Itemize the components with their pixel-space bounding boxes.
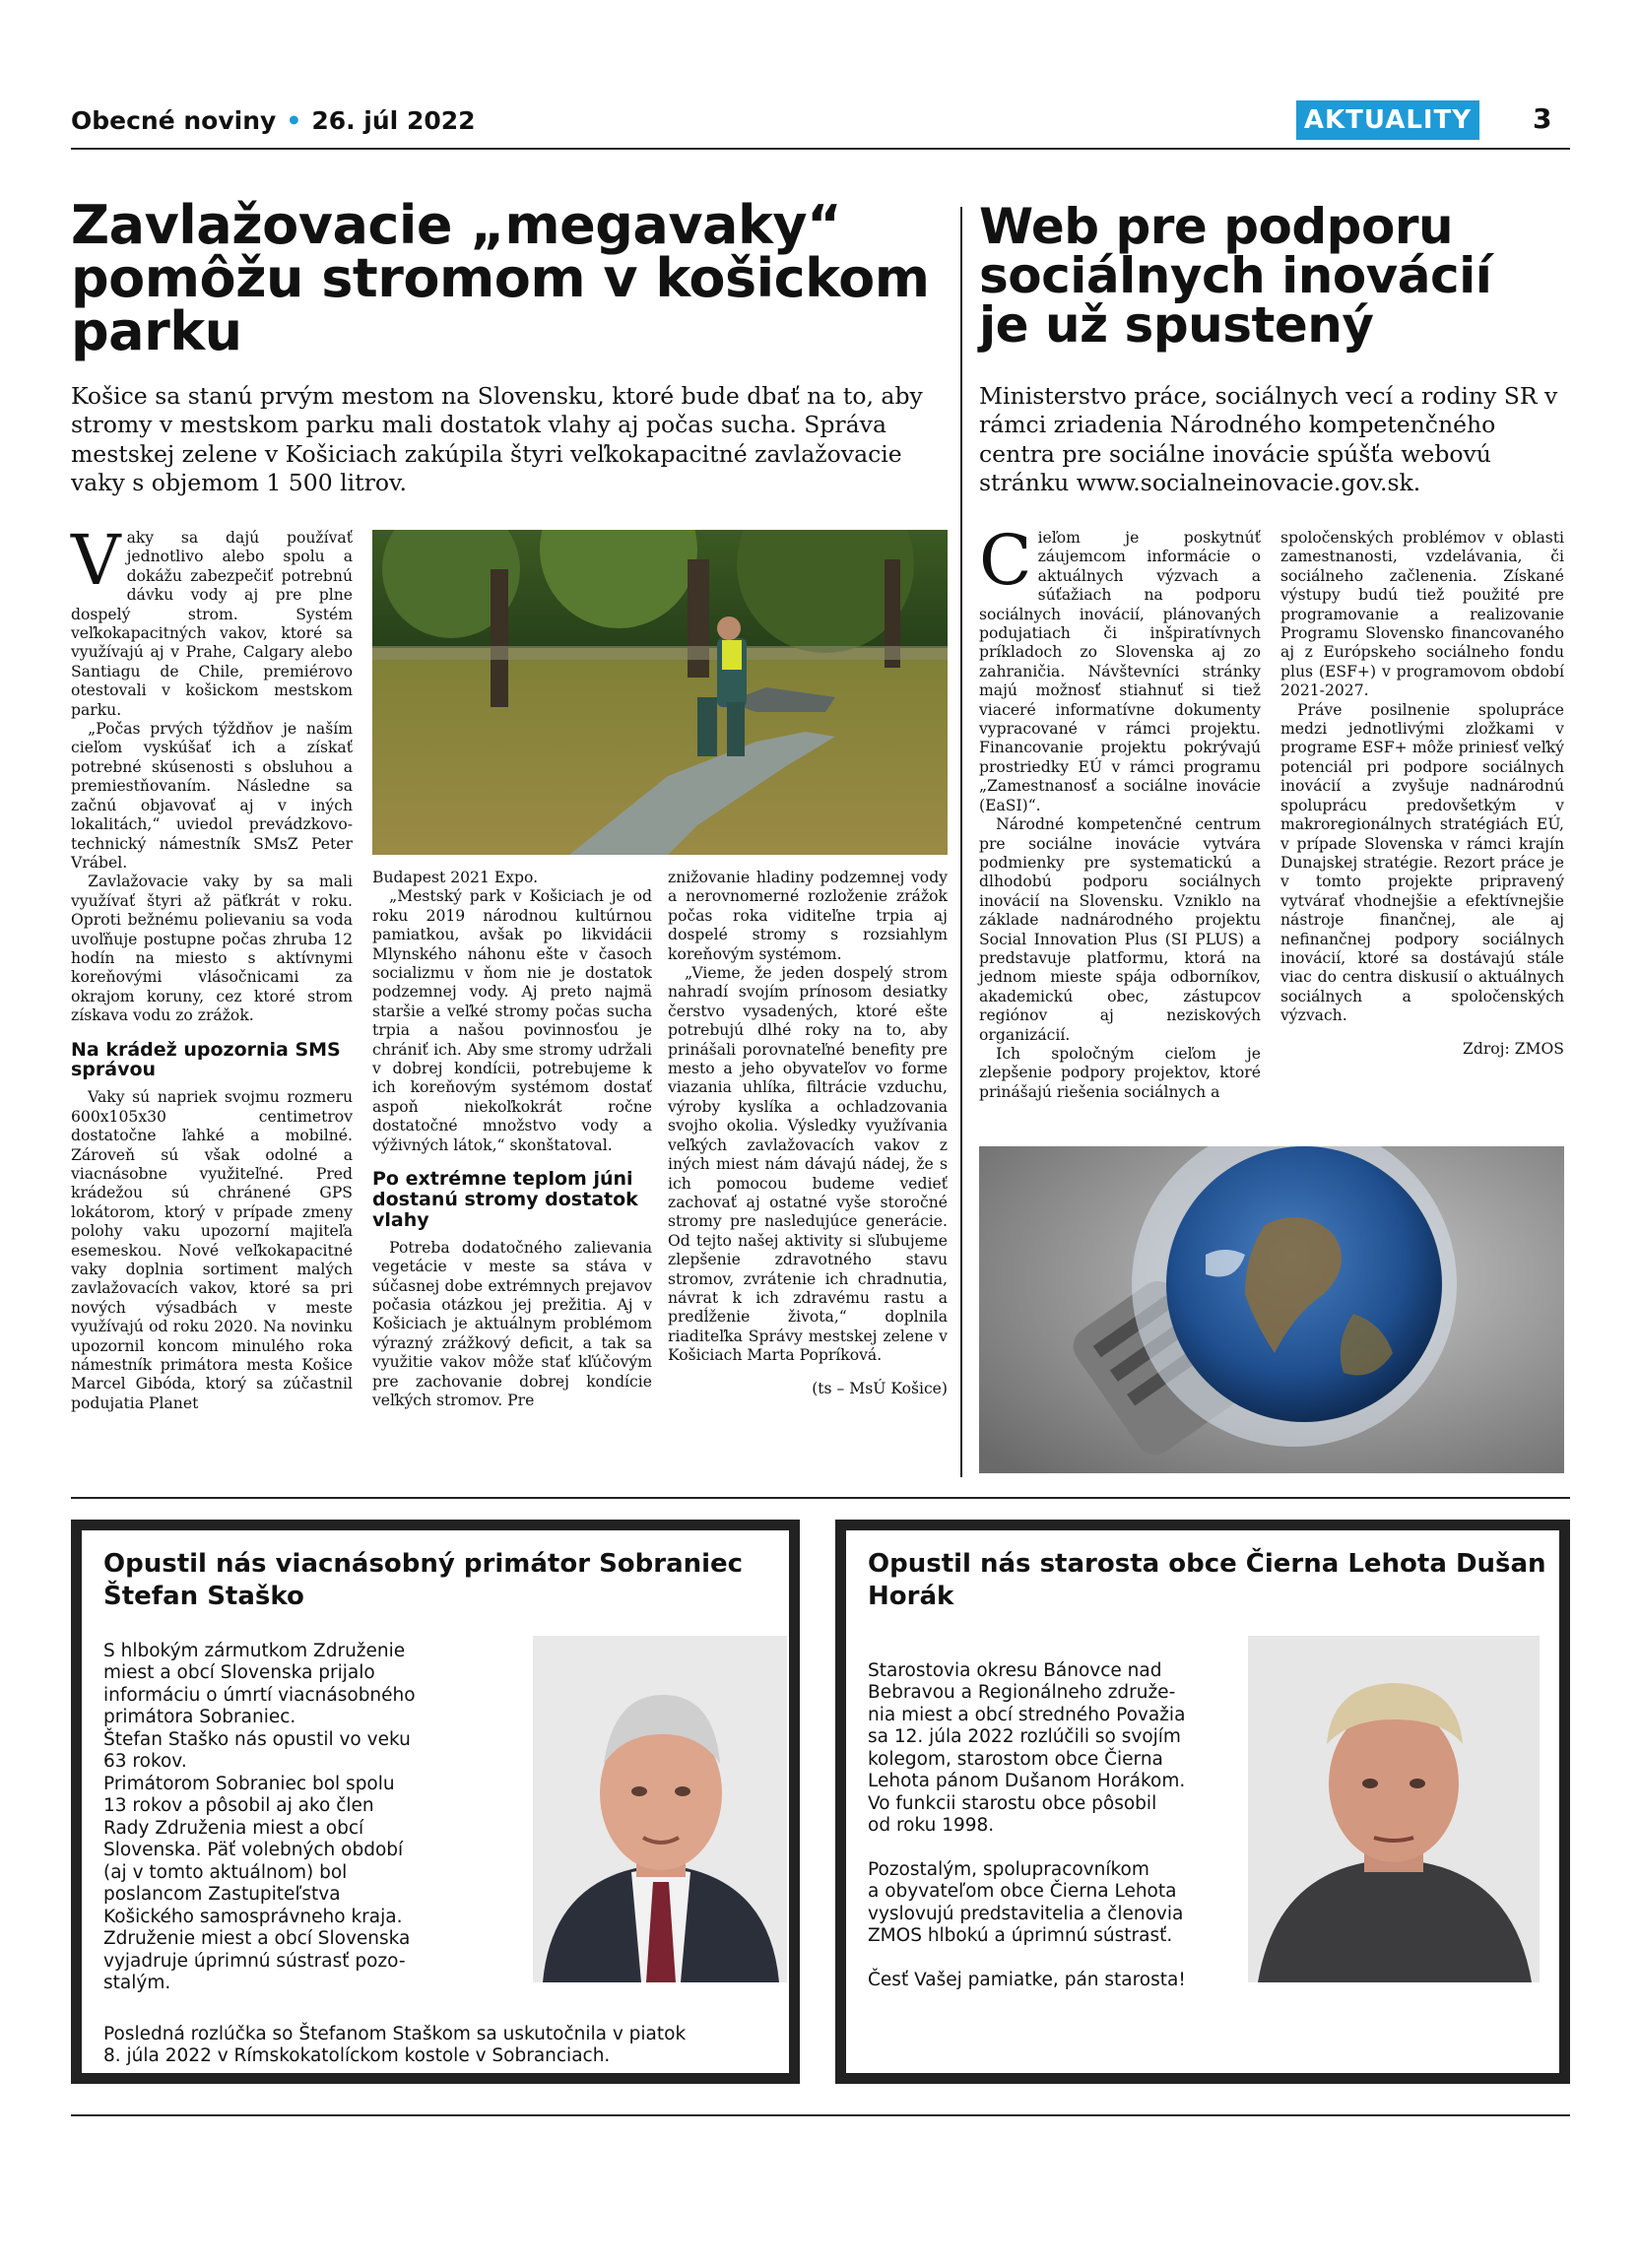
paragraph: spoločenských problémov v oblasti zamestnanosti, vzdelávania, či sociálneho začlenenia. Získané výstupy budú tiež použité pre programovanie a realizovanie Programu Slovensko financovaného aj z Európskeho sociálneho fondu plus (ESF+) v programovom období 2021-2027. — [1280, 529, 1564, 700]
paragraph: Práve posilnenie spolupráce medzi jednotlivými zložkami v programe ESF+ môže priniesť veľký potenciál pri podpore sociálnych inovácií a zvyšuje nadnárodnú spoluprácu predovšetkým v makroregionálnych stratégiách EÚ, v prípade Slovenska v rámci krajín Dunajskej stratégie. Rezort práce je v tomto projekte pripravený vytvárať vhodnejšie a efektívnejšie nástroje finančnej, ale aj nefinančnej podpory sociálnych inovácií, ktoré sa dostávajú stále viac do centra diskusií o aktuálnych sociálnych a spoločenských výzvach. — [1280, 700, 1564, 1025]
portrait-photo-stasko — [533, 1636, 787, 1982]
bullet-separator: • — [286, 106, 302, 135]
paragraph: Cieľom je poskytnúť záujemcom informácie o aktuálnych výzvach a súťažiach na podporu sociálnych inovácií, plánovaných podujatiach či inšpiratívnych príkladoch zo Slovenska aj zo zahraničia. Návštevníci stránky majú možnosť stiahnuť si tiež viaceré informatívne dokumenty vypracované v rámci projektu. Financovanie projektu pokrývajú prostriedky EÚ v rámci programu „Zamestnanosť a sociálne inovácie (EaSI)“. — [979, 520, 1261, 814]
obituary-farewell-text: Posledná rozlúčka so Štefanom Staškom sa uskutočnila v piatok 8. júla 2022 v Rímskokatolíckom kostole v Sobranciach. — [103, 2024, 687, 2067]
drop-cap: V — [71, 520, 121, 601]
obituary-title: Opustil nás viacnásobný primátor Sobraniec Štefan Staško — [103, 1549, 744, 1612]
subheading: Na krádež upozornia SMS správou — [71, 1038, 341, 1081]
paragraph: „Vieme, že jeden dospelý strom nahradí svojím prínosom desiatky čerstvo vysadených, ktoré ešte potrebujú dlhé roky na to, aby prinášali porovnateľné benefity pre mesto a jeho obyvateľov vo forme viazania uhlíka, filtrácie vzduchu, výroby kyslíka a ochladzovania svojho okolia. Výsledky využívania veľkých zavlažovacích vakov z iných miest nám dávajú nádej, že s ich pomocou budeme vedieť zachovať aj ostatné vyše storočné stromy pre nasledujúce generácie. Od tejto našej aktivity si sľubujeme zlepšenie zdravotného stavu stromov, zvrátenie ich chradnutia, návrat k ich zdravému rastu a predĺženie života,“ doplnila riaditeľka Správy mestskej zelene v Košiciach Marta Popríková. — [668, 964, 948, 1365]
paragraph: znižovanie hladiny podzemnej vody a nerovnomerné rozloženie zrážok počas roka viditeľne trpia aj dospelé stromy s rozsiahlym koreňovým systémom. — [668, 869, 948, 963]
obituary-text: S hlbokým zármutkom Združenie miest a obcí Slovenska prijalo informáciu o úmrtí viacnásobného primátora Sobraniec. Štefan Staško nás opustil vo veku 63 rokov. Primátorom Sobraniec bol spolu 13 rokov a pôsobil aj ako člen Rady Združenia miest a obcí Slovenska. Päť volebných období (aj v tomto aktuálnom) bol poslancom Zastupiteľstva Košického samosprávneho kraja. Združenie miest a obcí Slovenska vyjadruje úprimnú sústrasť pozo- stalým. — [103, 1641, 416, 1994]
footer-rule — [71, 2114, 1570, 2116]
article-left-column-3 — [668, 869, 948, 1398]
section-label: AKTUALITY — [1296, 100, 1479, 140]
paragraph: Vaky sa dajú používať jednotlivo alebo spolu a dokážu zabezpečiť potrebnú dávku vody aj pre plne dospelý strom. Systém veľkokapacitných vakov, ktoré sa využívajú aj v Prahe, Calgary alebo Santiagu de Chile, premiérovo otestovali v košickom mestskom parku. — [71, 520, 353, 719]
obituary-title: Opustil nás starosta obce Čierna Lehota Dušan Horák — [868, 1549, 1546, 1612]
obituary-box-left — [71, 1520, 800, 2084]
paragraph: Národné kompetenčné centrum pre sociálne inovácie vytvára podmienky pre systematickú a dlhodobú podporu sociálnych inovácií na Slovensku. Vzniklo na základe nadnárodného projektu Social Innovation Plus (SI PLUS) a predstavuje platformu, ktorá na jednom mieste spája odborníkov, akademickú obec, zástupcov regiónov aj neziskových organizácií. — [979, 815, 1261, 1044]
globe-lightbulb-photo — [979, 1146, 1564, 1473]
article-left-column-2 — [372, 869, 652, 1410]
paragraph: Potreba dodatočného zalievania vegetácie v meste sa stáva v súčasnej dobe extrémnych prejavov počasia otázkou jej prežitia. Aj v Košiciach je aktuálnym problémom výrazný zrážkový deficit, a tak sa využitie vakov môže stať kľúčovým pre zachovanie dobrej kondície veľkých stromov. Pre — [372, 1238, 652, 1410]
paragraph: „Mestský park v Košiciach je od roku 2019 národnou kultúrnou pamiatkou, avšak po likvidácii Mlynského náhonu ešte v časoch socializmu v ňom nie je dostatok podzemnej vody. Aj preto najmä staršie a veľké stromy počas sucha trpia a našou povinnosťou je chrániť ich. Aby sme stromy udržali v dobrej kondícii, potrebujeme k ich koreňovým systémom dostať aspoň niekoľkokrát ročne dostatočné množstvo vody a výživných látok,“ skonštatoval. — [372, 887, 652, 1154]
article-headline-left: Zavlažovacie „megavaky“ pomôžu stromom v košickom parku — [71, 194, 930, 362]
obituary-closing: Česť Vašej pamiatke, pán starosta! — [868, 1969, 1186, 1990]
publication-name: Obecné noviny — [71, 106, 277, 135]
source-credit: (ts – MsÚ Košice) — [812, 1379, 948, 1397]
portrait-photo-horak — [1248, 1636, 1540, 1982]
article-right-column-2 — [1280, 529, 1564, 1059]
masthead-line — [71, 106, 476, 135]
subheading: Po extrémne teplom júni dostanú stromy dostatok vlahy — [372, 1168, 638, 1231]
header-rule — [71, 148, 1570, 150]
drop-cap: C — [979, 520, 1032, 601]
issue-date: 26. júl 2022 — [311, 106, 476, 135]
obituary-text: Starostovia okresu Bánovce nad Bebravou a Regionálneho združe- nia miest a obcí stredného Považia sa 12. júla 2022 rozlúčili so svojím kolegom, starostom obce Čierna Lehota pánom Dušanom Horákom. Vo funkcii starostu obce pôsobil od roku 1998. Pozostalým, spolupracovníkom a obyvateľom obce Čierna Lehota vyslovujú predstavitelia a členovia ZMOS hlbokú a úprimnú sústrasť. Česť Vašej pamiatke, pán starosta! — [868, 1660, 1252, 1991]
page-number: 3 — [1533, 102, 1552, 135]
column-divider — [960, 207, 962, 1477]
park-irrigation-photo — [372, 530, 948, 855]
paragraph: Vaky sú napriek svojmu rozmeru 600x105x30 centimetrov dostatočne ľahké a mobilné. Zároveň sú však odolné a viacnásobne využiteľné. Pred krádežou sú chránené GPS lokátorom, ktorý v prípade zmeny polohy vaku upozorní majiteľa esemeskou. Nové veľkokapacitné vaky doplnia sortiment malých zavlažovacích vakov, ktoré sa pri nových výsadbách v meste využívajú od roku 2020. Na novinku upozornil koncom minulého roka námestník primátora mesta Košice Marcel Gibóda, ktorý sa zúčastnil podujatia Planet — [71, 1088, 353, 1412]
article-left-column-1 — [71, 520, 353, 1413]
article-right-column-1 — [979, 520, 1261, 1102]
article-lead-left: Košice sa stanú prvým mestom na Slovensku, ktoré bude dbať na to, aby stromy v mestskom parku mali dostatok vlahy aj počas sucha. Správa mestskej zelene v Košiciach zakúpila štyri veľkokapacitné zavlažovacie vaky s objemom 1 500 litrov. — [71, 382, 923, 497]
paragraph: Budapest 2021 Expo. — [372, 869, 539, 886]
paragraph: Ich spoločným cieľom je zlepšenie podpory projektov, ktoré prinášajú riešenia sociálnych a — [979, 1044, 1261, 1101]
obituary-box-right — [835, 1520, 1570, 2084]
article-lead-right: Ministerstvo práce, sociálnych vecí a rodiny SR v rámci zriadenia Národného kompetenčného centra pre sociálne inovácie spúšťa webovú stránku www.socialneinovacie.gov.sk. — [979, 382, 1558, 497]
source-credit: Zdroj: ZMOS — [1463, 1039, 1564, 1058]
paragraph: „Počas prvých týždňov je naším cieľom vyskúšať ich a získať potrebné skúsenosti s obsluhou a premiestňovaním. Následne sa začnú objavovať aj v iných lokalitách,“ uviedol prevádzkovo-technický námestník SMsZ Peter Vrábel. — [71, 720, 353, 872]
section-rule — [71, 1497, 1570, 1499]
article-headline-right: Web pre podporu sociálnych inovácií je už spustený — [979, 198, 1492, 354]
paragraph: Zavlažovacie vaky by sa mali využívať štyri až päťkrát v roku. Oproti bežnému polievaniu sa voda uvoľňuje postupne počas zhruba 12 hodín na miesto s aktívnymi koreňovými vlásočnicami za okrajom koruny, cez ktoré strom získava vodu zo zrážok. — [71, 873, 353, 1025]
